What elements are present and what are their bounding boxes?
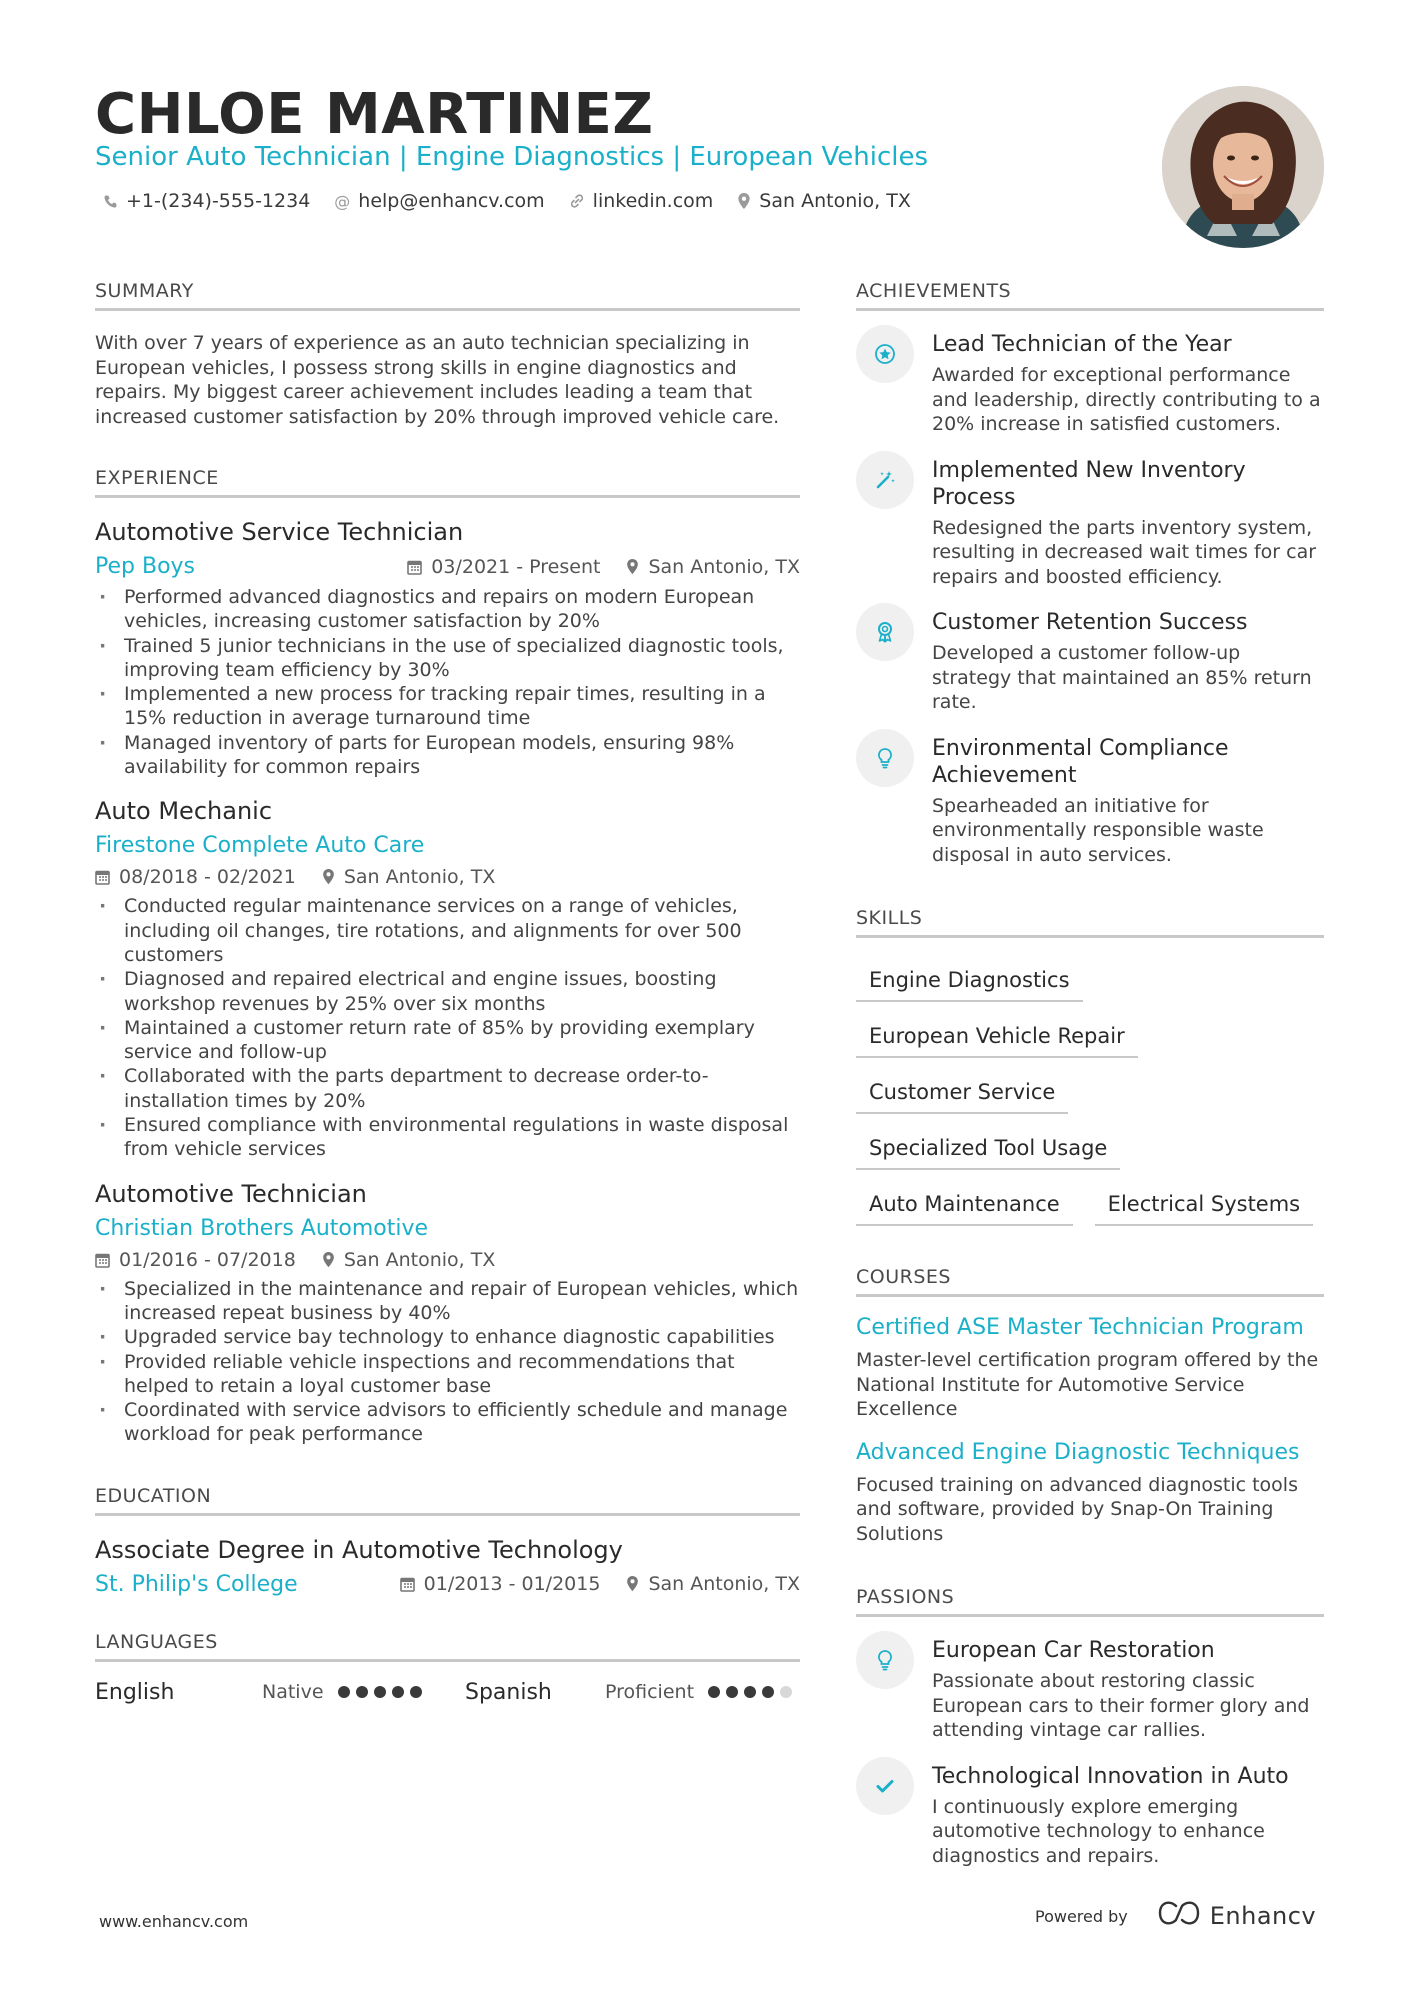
skills-row: [856, 946, 1324, 1002]
passion-body: [932, 1637, 1324, 1743]
job-bullet: · Provided reliable vehicle inspections and recommendations that helped to retain a loyal customer base: [95, 1350, 800, 1399]
achievement-body: [932, 331, 1324, 437]
courses-section: [856, 1266, 1324, 1546]
passions-section: [856, 1586, 1324, 1868]
footer-website[interactable]: www.enhancv.com: [99, 1912, 249, 1931]
job-entry: [95, 518, 800, 779]
achievement-title: Environmental Compliance Achievement: [932, 735, 1229, 788]
proficiency-dot: [780, 1686, 792, 1698]
job-bullets: [95, 585, 800, 779]
left-column: [95, 280, 800, 1705]
job-bullet: · Diagnosed and repaired electrical and engine issues, boosting workshop revenues by 25% over six months: [95, 967, 800, 1016]
school-name: St. Philip's College: [95, 1571, 298, 1597]
company-name: Firestone Complete Auto Care: [95, 833, 425, 859]
achievement-desc: Developed a customer follow-up strategy that maintained an 85% return rate.: [932, 642, 1312, 713]
passion-title: Technological Innovation in Auto: [932, 1763, 1289, 1789]
brand-name: Enhancv: [1209, 1902, 1317, 1930]
job-bullet: · Implemented a new process for tracking repair times, resulting in a 15% reduction in average turnaround time: [95, 682, 800, 731]
summary-text: With over 7 years of experience as an auto technician specializing in European vehicles, I possess strong skills in engine diagnostics and repairs. My biggest career achievement includes leading a team that increased customer satisfaction by 20% through improved vehicle care.: [95, 332, 780, 428]
proficiency-dot: [374, 1686, 386, 1698]
job-meta: [95, 1249, 800, 1271]
course-item: [856, 1440, 1324, 1547]
job-bullet: · Specialized in the maintenance and repair of European vehicles, which increased repeat business by 40%: [95, 1277, 800, 1326]
achievement-desc: Spearheaded an initiative for environmentally responsible waste disposal in auto services.: [932, 794, 1264, 866]
job-bullet: · Coordinated with service advisors to efficiently schedule and manage workload for peak performance: [95, 1398, 800, 1447]
location-pin-icon: [626, 559, 639, 575]
job-location-text: San Antonio, TX: [343, 866, 496, 889]
passion-body: [932, 1763, 1324, 1869]
achievement-desc: Redesigned the parts inventory system, resulting in decreased wait times for car repairs and boosted efficiency.: [932, 516, 1317, 588]
education-entry: [95, 1536, 800, 1597]
degree-title: Associate Degree in Automotive Technology: [95, 1535, 623, 1564]
passion-desc: I continuously explore emerging automotive technology to enhance diagnostics and repairs.: [932, 1795, 1265, 1867]
skill-tag: European Vehicle Repair: [856, 1012, 1138, 1058]
achievement-body: [932, 609, 1324, 715]
job-location: [322, 866, 496, 888]
job-bullet: · Ensured compliance with environmental regulations in waste disposal from vehicle services: [95, 1113, 800, 1162]
job-meta: [95, 866, 800, 888]
education-location-text: San Antonio, TX: [648, 1573, 800, 1596]
contact-email[interactable]: [334, 190, 544, 212]
language-name: English: [95, 1679, 175, 1705]
proficiency-dot: [392, 1686, 404, 1698]
education-dates-text: 01/2013 - 01/2015: [423, 1573, 601, 1596]
course-title: Certified ASE Master Technician Program: [856, 1315, 1304, 1340]
contact-bar: [103, 190, 911, 212]
course-desc: Master-level certification program offered by the National Institute for Automotive Service Excellence: [856, 1349, 1319, 1420]
job-bullets: [95, 894, 800, 1161]
education-meta-right: [400, 1573, 800, 1595]
job-bullets: [95, 1277, 800, 1447]
course-title: Advanced Engine Diagnostic Techniques: [856, 1439, 1300, 1465]
calendar-icon: [400, 1576, 415, 1592]
job-title: Automotive Service Technician: [95, 518, 464, 546]
job-dates-text: 01/2016 - 07/2018: [119, 1248, 296, 1271]
skills-list: [856, 946, 1324, 1226]
achievement-item: [856, 609, 1324, 715]
section-title-languages: LANGUAGES: [95, 1631, 800, 1662]
email-text: help@enhancv.com: [358, 190, 545, 212]
skills-row: [856, 1170, 1324, 1226]
language-item: [465, 1680, 792, 1705]
job-location: [626, 556, 800, 578]
skills-row: [856, 1058, 1324, 1114]
calendar-icon: [407, 559, 422, 575]
skill-tag: Specialized Tool Usage: [856, 1124, 1120, 1170]
course-desc: Focused training on advanced diagnostic tools and software, provided by Snap-On Training Solutions: [856, 1473, 1298, 1545]
proficiency-dot: [762, 1686, 774, 1698]
job-location: [322, 1249, 496, 1271]
lightbulb-icon: [856, 1631, 914, 1689]
job-bullet: · Trained 5 junior technicians in the use of specialized diagnostic tools, improving team efficiency by 30%: [95, 634, 800, 683]
experience-section: [95, 467, 800, 1447]
passion-item: [856, 1637, 1324, 1743]
footer-branding: [1035, 1900, 1316, 1932]
languages-row: [95, 1680, 800, 1705]
proficiency-dot: [744, 1686, 756, 1698]
section-title-experience: EXPERIENCE: [95, 467, 800, 498]
checkmark-icon: [856, 1757, 914, 1815]
job-title: Automotive Technician: [95, 1179, 367, 1208]
achievement-title: Implemented New Inventory Process: [932, 457, 1246, 510]
job-dates: [95, 1249, 296, 1271]
skills-row: [856, 1114, 1324, 1170]
course-item: [856, 1315, 1324, 1422]
at-sign-icon: @: [334, 191, 351, 211]
proficiency-dot: [356, 1686, 368, 1698]
location-pin-icon: [322, 869, 335, 885]
section-title-achievements: ACHIEVEMENTS: [856, 280, 1324, 311]
proficiency-dots: [338, 1686, 422, 1698]
job-bullet: · Performed advanced diagnostics and repairs on modern European vehicles, increasing customer satisfaction by 20%: [95, 585, 800, 634]
skill-tag: Electrical Systems: [1095, 1180, 1313, 1226]
section-title-skills: SKILLS: [856, 907, 1324, 938]
enhancv-logo-icon: [1156, 1900, 1202, 1932]
job-location-text: San Antonio, TX: [648, 555, 800, 578]
language-level: Proficient: [605, 1681, 695, 1704]
job-title: Auto Mechanic: [95, 797, 273, 826]
proficiency-dot: [708, 1686, 720, 1698]
company-name: Pep Boys: [95, 554, 196, 579]
location-text: San Antonio, TX: [759, 190, 911, 212]
magic-wand-icon: [856, 451, 914, 509]
section-title-courses: COURSES: [856, 1266, 1324, 1297]
powered-by-text: Powered by: [1035, 1906, 1128, 1926]
achievement-title: Lead Technician of the Year: [932, 332, 1232, 357]
passion-item: [856, 1763, 1324, 1869]
section-title-passions: PASSIONS: [856, 1586, 1324, 1617]
achievement-body: [932, 457, 1324, 590]
phone-text: +1-(234)-555-1234: [126, 190, 311, 212]
job-entry: [95, 1180, 800, 1447]
location-pin-icon: [322, 1252, 335, 1268]
achievement-item: [856, 331, 1324, 437]
achievement-item: [856, 735, 1324, 868]
languages-section: [95, 1631, 800, 1705]
skills-row: [856, 1002, 1324, 1058]
location-pin-icon: [737, 193, 751, 210]
achievement-title: Customer Retention Success: [932, 610, 1248, 635]
job-bullet: · Managed inventory of parts for European models, ensuring 98% availability for common repairs: [95, 731, 800, 780]
language-level: Native: [262, 1681, 324, 1704]
education-dates: [400, 1573, 601, 1595]
job-entry: [95, 797, 800, 1161]
passion-desc: Passionate about restoring classic European cars to their former glory and attending vintage car rallies.: [932, 1670, 1310, 1741]
job-meta: [95, 554, 800, 579]
skill-tag: Auto Maintenance: [856, 1180, 1073, 1226]
profile-photo: [1162, 86, 1324, 248]
language-name: Spanish: [465, 1679, 552, 1705]
skill-tag: Customer Service: [856, 1068, 1068, 1114]
location-pin-icon: [626, 1576, 639, 1592]
contact-location: [737, 190, 911, 212]
calendar-icon: [95, 1252, 110, 1268]
job-location-text: San Antonio, TX: [343, 1248, 496, 1271]
contact-linkedin[interactable]: [569, 190, 714, 212]
education-location: [626, 1573, 800, 1595]
star-icon: [856, 325, 914, 383]
link-icon: [569, 193, 585, 209]
calendar-icon: [95, 869, 110, 885]
achievement-desc: Awarded for exceptional performance and leadership, directly contributing to a 20% increase in satisfied customers.: [932, 364, 1321, 435]
proficiency-dots: [708, 1686, 792, 1698]
passion-title: European Car Restoration: [932, 1638, 1215, 1663]
section-title-education: EDUCATION: [95, 1485, 800, 1516]
company-name: Christian Brothers Automotive: [95, 1215, 429, 1241]
achievements-section: [856, 280, 1324, 867]
linkedin-text: linkedin.com: [592, 190, 714, 212]
right-column: [856, 280, 1324, 1868]
achievement-body: [932, 735, 1324, 868]
candidate-name: CHLOE MARTINEZ: [95, 82, 654, 147]
phone-icon: [103, 194, 118, 209]
job-dates-text: 08/2018 - 02/2021: [119, 866, 296, 889]
brand-logo[interactable]: [1156, 1900, 1316, 1932]
job-bullet: · Upgraded service bay technology to enhance diagnostic capabilities: [95, 1325, 800, 1349]
job-meta-right: [407, 556, 800, 578]
proficiency-dot: [338, 1686, 350, 1698]
award-ribbon-icon: [856, 603, 914, 661]
proficiency-dot: [726, 1686, 738, 1698]
proficiency-dot: [410, 1686, 422, 1698]
job-dates-text: 03/2021 - Present: [431, 555, 601, 578]
summary-section: [95, 280, 800, 429]
job-bullet: · Collaborated with the parts department to decrease order-to-installation times by 20%: [95, 1064, 800, 1113]
achievement-item: [856, 457, 1324, 590]
job-bullet: · Maintained a customer return rate of 85% by providing exemplary service and follow-up: [95, 1016, 800, 1065]
job-bullet: · Conducted regular maintenance services on a range of vehicles, including oil changes, tire rotations, and alignments for over 500 customers: [95, 894, 800, 967]
skill-tag: Engine Diagnostics: [856, 956, 1083, 1002]
job-dates: [95, 866, 296, 888]
job-dates: [407, 556, 600, 578]
section-title-summary: SUMMARY: [95, 280, 800, 311]
language-item: [95, 1680, 465, 1705]
candidate-headline: Senior Auto Technician | Engine Diagnostics | European Vehicles: [95, 142, 929, 172]
education-section: [95, 1485, 800, 1597]
lightbulb-icon: [856, 729, 914, 787]
contact-phone[interactable]: [103, 190, 310, 212]
education-meta: [95, 1572, 800, 1597]
skills-section: [856, 907, 1324, 1226]
